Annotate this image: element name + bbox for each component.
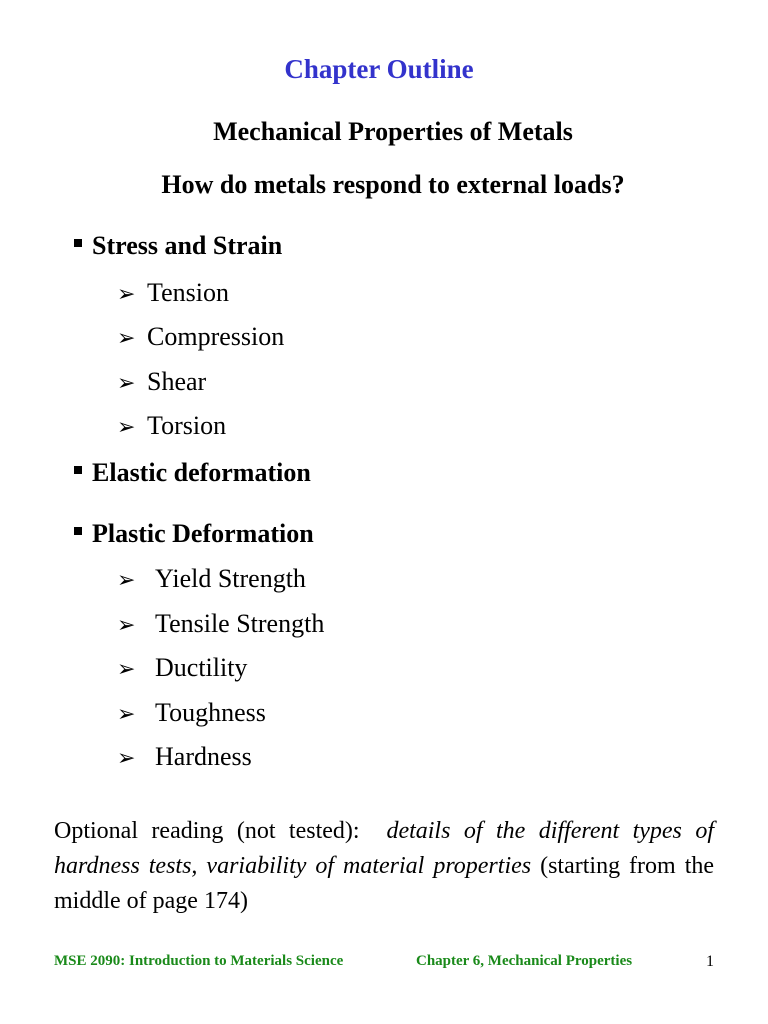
arrow-bullet-icon: ➢ bbox=[117, 657, 136, 682]
arrow-bullet-icon: ➢ bbox=[117, 282, 136, 307]
section-heading-plastic bbox=[74, 519, 314, 549]
footer-chapter: Chapter 6, Mechanical Properties bbox=[416, 953, 633, 969]
square-bullet-icon bbox=[74, 466, 82, 474]
subtitle-question: How do metals respond to external loads? bbox=[161, 170, 625, 199]
section-heading-label: Plastic Deformation bbox=[92, 519, 314, 548]
page-number: 1 bbox=[706, 953, 714, 970]
list-item bbox=[117, 367, 206, 397]
list-item bbox=[117, 742, 252, 772]
footer-course: MSE 2090: Introduction to Materials Science bbox=[54, 953, 344, 969]
list-item-label: Hardness bbox=[155, 742, 252, 771]
list-item-label: Shear bbox=[147, 367, 207, 396]
optional-reading-note bbox=[54, 814, 714, 919]
arrow-bullet-icon: ➢ bbox=[117, 415, 136, 440]
list-item bbox=[117, 609, 324, 639]
arrow-bullet-icon: ➢ bbox=[117, 702, 136, 727]
list-item-label: Toughness bbox=[155, 698, 266, 727]
arrow-bullet-icon: ➢ bbox=[117, 568, 136, 593]
subtitle-topic: Mechanical Properties of Metals bbox=[213, 117, 573, 146]
list-item-label: Tensile Strength bbox=[155, 609, 325, 638]
section-heading-elastic bbox=[74, 458, 311, 488]
note-emphasis: details of the different types of hardness tests, variability of material properties bbox=[54, 818, 714, 879]
section-heading-label: Stress and Strain bbox=[92, 231, 283, 260]
section-heading-label: Elastic deformation bbox=[92, 458, 311, 487]
list-item bbox=[117, 322, 284, 352]
list-item-label: Compression bbox=[147, 322, 285, 351]
square-bullet-icon bbox=[74, 239, 82, 247]
list-item bbox=[117, 411, 226, 441]
list-item-label: Yield Strength bbox=[155, 564, 306, 593]
list-item bbox=[117, 564, 306, 594]
arrow-bullet-icon: ➢ bbox=[117, 746, 136, 771]
arrow-bullet-icon: ➢ bbox=[117, 371, 136, 396]
arrow-bullet-icon: ➢ bbox=[117, 613, 136, 638]
list-item bbox=[117, 278, 229, 308]
page-title: Chapter Outline bbox=[284, 54, 474, 84]
list-item-label: Torsion bbox=[147, 411, 227, 440]
section-heading-stress-strain bbox=[74, 231, 282, 261]
note-prefix: Optional reading (not tested): bbox=[54, 818, 360, 844]
list-item bbox=[117, 653, 247, 683]
arrow-bullet-icon: ➢ bbox=[117, 326, 136, 351]
list-item-label: Tension bbox=[147, 278, 229, 307]
list-item-label: Ductility bbox=[155, 653, 248, 682]
list-item bbox=[117, 698, 266, 728]
note-suffix: (starting from the middle of page 174) bbox=[54, 853, 715, 914]
square-bullet-icon bbox=[74, 527, 82, 535]
